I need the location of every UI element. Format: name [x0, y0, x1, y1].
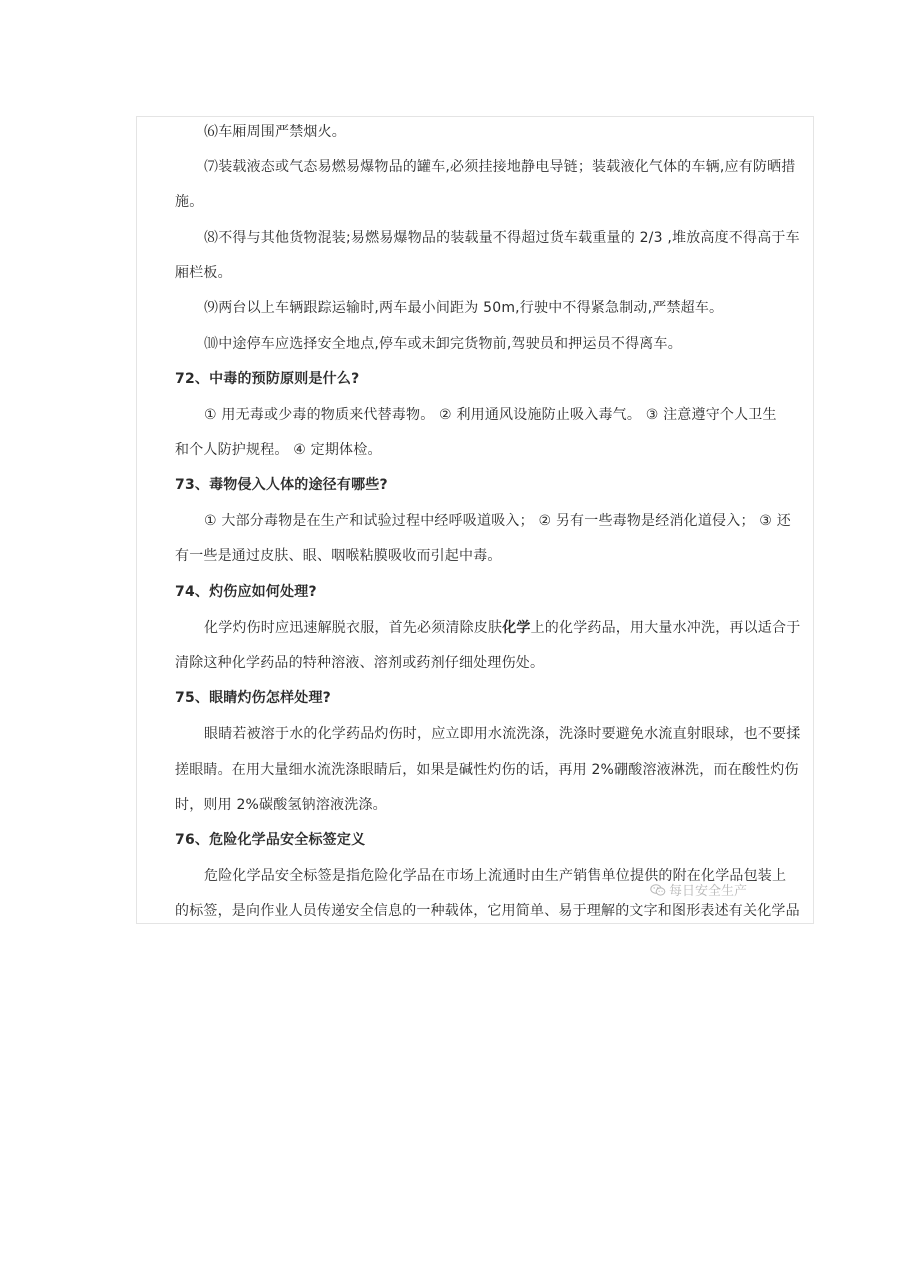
answer-75-line2: 搓眼睛。在用大量细水流洗涤眼睛后，如果是碱性灼伤的话，再用 2%硼酸溶液淋洗，而在酸性灼伤 — [175, 762, 799, 778]
answer-74-line2: 清除这种化学药品的特种溶液、溶剂或药剂仔细处理伤处。 — [175, 655, 545, 671]
answer-75-line3: 时，则用 2%碳酸氢钠溶液洗涤。 — [175, 797, 387, 813]
item-7-text-line2: 施。 — [175, 194, 204, 210]
answer-74-bold-term: 化学 — [502, 620, 531, 636]
answer-73-line1: ① 大部分毒物是在生产和试验过程中经呼吸道吸入； ② 另有一些毒物是经消化道侵入； ③ 还 — [204, 513, 791, 529]
answer-74-line1 — [204, 618, 800, 638]
answer-72-line2: 和个人防护规程。 ④ 定期体检。 — [175, 442, 382, 458]
question-72-heading: 72、中毒的预防原则是什么? — [175, 371, 360, 387]
answer-74-line1-start: 化学灼伤时应迅速解脱衣服，首先必须清除皮肤 — [204, 620, 503, 636]
answer-74-line1-end: 上的化学药品，用大量水冲洗，再以适合于 — [530, 620, 801, 636]
wechat-icon — [650, 883, 666, 897]
question-74-heading: 74、灼伤应如何处理? — [175, 584, 317, 600]
item-8-text-line1: ⑻不得与其他货物混装;易燃易爆物品的装载量不得超过货车载重量的 2/3 ,堆放高度不得高于车 — [204, 230, 800, 246]
item-8-text-line2: 厢栏板。 — [175, 265, 232, 281]
item-6-text: ⑹车厢周围严禁烟火。 — [204, 124, 346, 140]
answer-76-line1: 危险化学品安全标签是指危险化学品在市场上流通时由生产销售单位提供的附在化学品包装上 — [204, 868, 787, 884]
answer-72-line1: ① 用无毒或少毒的物质来代替毒物。 ② 利用通风设施防止吸入毒气。 ③ 注意遵守个人卫生 — [204, 407, 777, 423]
watermark — [650, 880, 747, 899]
item-7-text-line1: ⑺装载液态或气态易燃易爆物品的罐车,必须挂接地静电导链；装载液化气体的车辆,应有防晒措 — [204, 159, 796, 175]
question-75-heading: 75、眼睛灼伤怎样处理? — [175, 690, 332, 706]
question-73-heading: 73、毒物侵入人体的途径有哪些? — [175, 477, 388, 493]
item-9-text: ⑼两台以上车辆跟踪运输时,两车最小间距为 50m,行驶中不得紧急制动,严禁超车。 — [204, 300, 724, 316]
answer-73-line2: 有一些是通过皮肤、眼、咽喉粘膜吸收而引起中毒。 — [175, 548, 502, 564]
item-10-text: ⑽中途停车应选择安全地点,停车或未卸完货物前,驾驶员和押运员不得离车。 — [204, 336, 682, 352]
answer-75-line1: 眼睛若被溶于水的化学药品灼伤时，应立即用水流洗涤，洗涤时要避免水流直射眼球，也不要揉 — [204, 726, 801, 742]
watermark-text: 每日安全生产 — [669, 884, 748, 899]
answer-76-line2: 的标签，是向作业人员传递安全信息的一种载体，它用简单、易于理解的文字和图形表述有关化学品 — [175, 903, 800, 919]
question-76-heading: 76、危险化学品安全标签定义 — [175, 832, 366, 848]
